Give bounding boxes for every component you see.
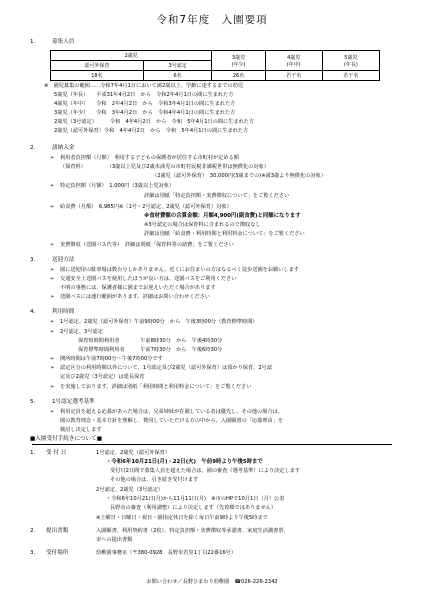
s3-line-bus-note: 不明の事態には、保護者様に園までお迎えいただく場合があります	[60, 285, 216, 291]
s4-number: 4.	[30, 309, 36, 315]
cap-value-age3: 26名	[212, 71, 265, 81]
p1-number: 1.	[30, 450, 36, 456]
s4-line-extra-2: 定及び2歳児（3号認定）は延長保育	[60, 374, 145, 380]
arrow-icon: ➢	[50, 319, 55, 325]
s1-number: 1.	[30, 39, 36, 45]
s5-line-3: 検討し決定します	[60, 427, 102, 433]
s3-heading: 送迎方法	[52, 257, 75, 263]
p3-number: 3.	[30, 550, 36, 556]
cap-value-age4: 若干名	[265, 71, 322, 81]
arrow-icon: ➢	[50, 365, 55, 371]
s2-line-lunch-3go: ※3号認定の場合は保育料に含まれるので徴収なし	[144, 222, 261, 228]
footer-contact: お問い合わせ／長野ひまわり幼稚園 ☎026-226-2342	[146, 579, 278, 585]
s2-line-lunch-detail: 詳細は別紙「給食費・利用時間と利用料金について」をご覧ください	[144, 231, 305, 237]
s4-heading: 利用時間	[52, 309, 75, 315]
p2-label: 提出書類	[46, 528, 69, 534]
cap-header-age2: 2歳児	[51, 51, 212, 61]
p2-number: 2.	[30, 528, 36, 534]
arrow-icon: ➢	[50, 242, 55, 248]
s3-line-parking: 園に送迎用の駐車場は数台分しかありません。近くにお住まいの方はなるべく徒歩送園をお願いします	[60, 267, 299, 273]
cap-header-age3: 3歳児 (年少)	[212, 51, 265, 71]
s2-line-actual: 実費徴収（送園バス代等） 詳細は別紙「保育料等の諸費」をご覧ください	[60, 242, 234, 248]
arrow-icon: ➢	[50, 276, 55, 282]
p1-line-exceed: 受付日2日間で募集人員を超えた場合は、園の審査（選考基準）により決定します	[110, 468, 301, 474]
s1-note-age2-3go: 2歳児（3号認定） 令和 4年4月2日 から 令和 5年4月1日の間に生まれた方	[54, 119, 255, 125]
page-title: 令和7年度 入園要項	[156, 14, 268, 26]
cap-header-age2-3go: 3号認定	[143, 61, 212, 71]
s2-line-special-detail: 詳細は別紙「特定負担額・実費徴収について」をご覧ください	[144, 193, 290, 199]
s1-note-age5: 5歳児（年長） 平成31年4月2日 から 令和2年4月1日の間に生まれた方	[54, 92, 234, 98]
s3-line-route: 送園バスには運行範囲があります。詳細はお問い合わせください	[60, 294, 211, 300]
cap-header-age5: 5歳児 (年長)	[322, 51, 379, 71]
s5-line-1: 利用定員を超える応募があった場合は、兄弟姉妹が在園している者は優先し、その他の場合は、	[60, 409, 284, 415]
s1-note-range: ※ 園児募集の範囲……令和7年4月1日において満2歳以上、学齢に達するまでの幼児	[44, 83, 244, 89]
cap-value-age2-3go: 6名	[143, 71, 212, 81]
s5-number: 5.	[30, 399, 36, 405]
s4-line-extra-3: を実施しております。詳細は別紙「利用時間と利用料金について」をご覧ください	[60, 384, 252, 390]
s5-heading: 1号認定選考基準	[52, 399, 95, 405]
s4-line-short: 保育短時間利用者 午前8時30分 から 午後4時30分	[78, 338, 223, 344]
p2-line-city-documents: 市への提出書類	[96, 537, 133, 543]
p1-line-23go: 2号認定、2歳児（3号認定）	[96, 487, 163, 493]
procedure-heading: ■入園受付手続きについて■	[30, 436, 102, 442]
s3-line-bus: 交通安全上送園バスを使用したほうが良い方は、送園バスをご利用ください	[60, 276, 237, 282]
arrow-icon: ➢	[50, 204, 55, 210]
s3-number: 3.	[30, 257, 36, 263]
arrow-icon: ➢	[50, 409, 55, 415]
s1-note-age2-ninkagai: 2歳児（認可外保育）令和 4年4月2日 から 令和 5年4月1日の間に生まれた方	[54, 128, 249, 134]
s4-line-extra: 認定区分の利用時間以外について、1号認定及び2歳児（認可外保育）は預かり保育、2号認	[60, 365, 273, 371]
s2-line-special: 特定負担額（月額） 1,000円（3歳以上児対象）	[60, 183, 175, 189]
p1-line-continue: その他の場合は、引き続き受付けます	[110, 477, 199, 483]
s2-line-lunch: 給食費（月額） 6,985円※（1号・2号認定、2歳児（認可外保育）対象）	[60, 204, 232, 210]
p1-line-period: ・令和6年10月21日(月)から11月11日(月) ※市のHPで10月1日（月）公表	[106, 496, 285, 502]
s1-note-age3: 3歳児（年少） 令和 3年4月2日 から 令和4年4月1日の間に生まれた方	[54, 110, 236, 116]
s5-line-2: 園の教育理念・基本方針を理解し、賛同していただける方の中から、入園願書の「応募理由」を	[60, 418, 284, 424]
s1-heading: 募集人員	[52, 39, 75, 45]
cap-value-age2-ninkagai: 18名	[51, 71, 144, 81]
p3-location: 幼稚園事務室（〒380-0928 長野市若里1丁目22番16号）	[96, 550, 237, 556]
p3-label: 受付場所	[46, 550, 69, 556]
p1-line-1go: 1号認定、2歳児（認可外保育）	[96, 450, 171, 456]
p2-line-documents: 入園願書、利用契約書（2枚）、特定負担額・実費徴収等承諾書、家庭生活調書票、	[96, 528, 289, 534]
p1-line-city-review: 長野市の審査（利用調整）により決定します（先着順ではありません）	[110, 505, 277, 511]
s4-line-1go: 1号認定、2歳児（認可外保育）午前9時00分 から 午後3時00分（教育標準時間）	[60, 319, 258, 325]
p1-line-dates: ・令和6年10月21日(月)・22日(火) 午前9時より午後5時まで	[106, 459, 263, 465]
arrow-icon: ➢	[50, 356, 55, 362]
cap-header-age2-ninkagai: 認可外保育	[51, 61, 144, 71]
arrow-icon: ➢	[50, 329, 55, 335]
arrow-icon: ➢	[50, 294, 55, 300]
arrow-icon: ➢	[50, 384, 55, 390]
p1-label: 受 付 日	[46, 450, 67, 456]
s2-line-fee-age2: （2歳児（認可外保育） 30,000円(3歳までの)※満3歳より無償化の対象）	[152, 173, 326, 179]
s1-note-age4: 4歳児（年中） 令和 2年4月2日 から 令和3年4月1日の間に生まれた方	[54, 101, 236, 107]
arrow-icon: ➢	[50, 155, 55, 161]
arrow-icon: ➢	[50, 267, 55, 273]
s4-line-standard: 保育標準時間利用者 午前7時30分 から 午後6時30分	[78, 347, 223, 353]
capacity-table	[50, 50, 380, 81]
arrow-icon: ➢	[50, 183, 55, 189]
s2-line-lunch-note: ※食材費額の合算金額：月額4,900円(副食費)と同額になります	[144, 213, 301, 219]
cap-header-age4: 4歳児 (年中)	[265, 51, 322, 71]
s2-line-fee-note: （保育料） （3歳以上児及び2歳未満児の市町村民税非課税世帯は無償化の対象）	[60, 164, 269, 170]
cap-value-age5: 若干名	[322, 71, 379, 81]
s2-line-fee: 利用者負担額（月額） 利用する子どもの保護者が居住する市町村が定める額	[60, 155, 239, 161]
s4-line-23go: 2号認定、3号認定	[60, 329, 103, 335]
s2-number: 2.	[30, 145, 36, 151]
s4-line-open: 開所時間は午前7時00分～午後7時00分です	[60, 356, 163, 362]
section-divider	[32, 444, 392, 445]
s2-heading: 諸納入金	[52, 145, 75, 151]
p1-line-hours: ※土曜日・日曜日・祝日・園指定休日を除く毎日午前9時より午後5時まで	[96, 515, 268, 521]
